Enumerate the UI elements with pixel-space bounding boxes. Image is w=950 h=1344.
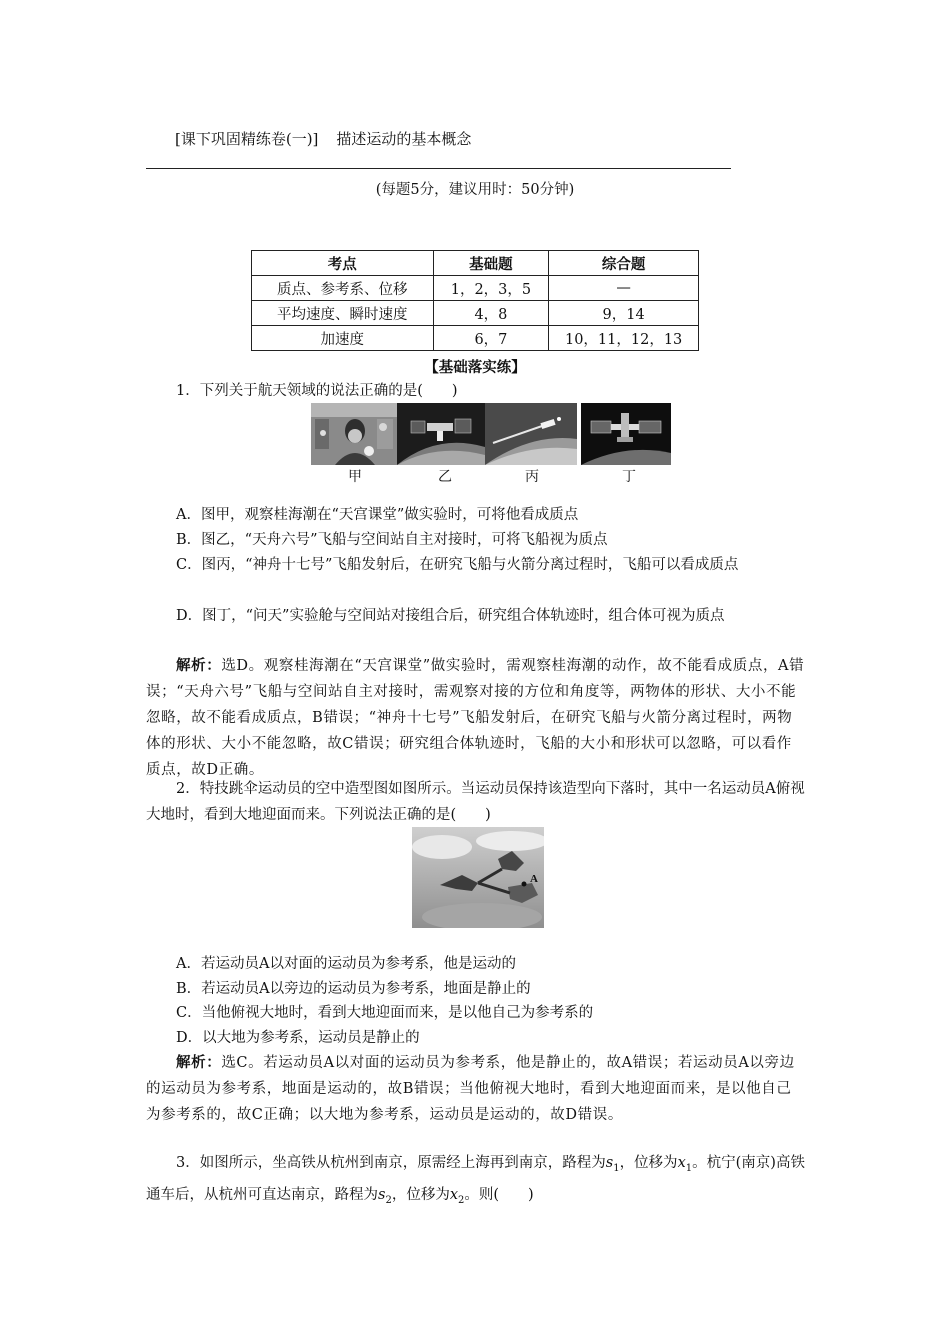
title-series: [课下巩固精练卷(一)] bbox=[175, 130, 319, 148]
question-1-analysis bbox=[146, 653, 806, 783]
table-header-row bbox=[252, 251, 699, 276]
table-header-cell: 基础题 bbox=[433, 251, 549, 276]
table-cell: 1，2，3，5 bbox=[433, 276, 549, 301]
question-2-option-d: D．以大地为参考系，运动员是静止的 bbox=[176, 1030, 420, 1046]
table-cell: 加速度 bbox=[252, 326, 434, 351]
analysis-text: 选D。观察桂海潮在“天宫课堂”做实验时，需观察桂海潮的动作，故不能看成质点，A错误；“天舟六号”飞船与空间站自主对接时，需观察对接的方位和角度等，两物体的形状、大小不能忽略，故不能看成质点，B错误；“神舟十七号”飞船发射后，在研究飞船与火箭分离过程时，两物体的形状、大小不能忽略，故C错误；研究组合体轨迹时，飞船的大小和形状可以忽略，可以看作质点，故D正确。 bbox=[146, 658, 805, 778]
analysis-text: 选C。若运动员A以对面的运动员为参考系，他是静止的，故A错误；若运动员A以旁边的运动员为参考系，地面是运动的，故B错误；当他俯视大地时，看到大地迎面而来，是以他自己为参考系的，故C正确；以大地为参考系，运动员是运动的，故D错误。 bbox=[146, 1055, 795, 1123]
table-cell: 6，7 bbox=[433, 326, 549, 351]
figure-caption-jia: 甲 bbox=[348, 469, 362, 485]
table-cell: — bbox=[549, 276, 699, 301]
question-2-analysis bbox=[146, 1050, 806, 1128]
table-row bbox=[252, 276, 699, 301]
section-title: 【基础落实练】 bbox=[424, 359, 526, 376]
rocket-separation-photo bbox=[485, 403, 577, 465]
question-3-stem: 3．如图所示，坐高铁从杭州到南京，原需经上海再到南京，路程为$s_1$，位移为$x_1$。杭宁(南京)高铁通车后，从杭州可直达南京，路程为$s_2$，位移为$x_2$。则( ) bbox=[146, 1155, 805, 1206]
question-1-option-d: D．图丁，“问天”实验舱与空间站对接组合后，研究组合体轨迹时，组合体可视为质点 bbox=[176, 608, 725, 624]
question-2-stem: 2．特技跳伞运动员的空中造型图如图所示。当运动员保持该造型向下落时，其中一名运动员A俯视大地时，看到大地迎面而来。下列说法正确的是( ) bbox=[146, 781, 805, 823]
table-cell: 10，11，12，13 bbox=[549, 326, 699, 351]
page-title bbox=[175, 128, 471, 149]
figure-caption-ding: 丁 bbox=[622, 469, 636, 485]
question-2-option-c: C．当他俯视大地时，看到大地迎面而来，是以他自己为参考系的 bbox=[176, 1005, 594, 1021]
skydiver-a-label: A bbox=[530, 873, 538, 885]
table-header-cell: 考点 bbox=[252, 251, 434, 276]
question-2-option-b: B．若运动员A以旁边的运动员为参考系，地面是静止的 bbox=[176, 981, 531, 997]
skydivers-photo bbox=[412, 827, 544, 928]
table-cell: 平均速度、瞬时速度 bbox=[252, 301, 434, 326]
table-row bbox=[252, 301, 699, 326]
question-2-option-a: A．若运动员A以对面的运动员为参考系，他是运动的 bbox=[176, 956, 516, 972]
question-1-option-a: A．图甲，观察桂海潮在“天宫课堂”做实验时，可将他看成质点 bbox=[176, 507, 579, 523]
question-1-stem: 1．下列关于航天领域的说法正确的是( ) bbox=[176, 383, 458, 399]
table-row bbox=[252, 326, 699, 351]
analysis-label: 解析： bbox=[176, 1054, 222, 1071]
analysis-label: 解析： bbox=[176, 657, 222, 674]
table-cell: 9，14 bbox=[549, 301, 699, 326]
question-1-option-c: C．图丙，“神舟十七号”飞船发射后，在研究飞船与火箭分离过程时，飞船可以看成质点 bbox=[176, 557, 739, 573]
figure-caption-bing: 丙 bbox=[525, 469, 539, 485]
title-topic: 描述运动的基本概念 bbox=[336, 130, 472, 148]
figure-caption-yi: 乙 bbox=[438, 469, 452, 485]
table-header-cell: 综合题 bbox=[549, 251, 699, 276]
page-subtitle: (每题5分，建议用时：50分钟) bbox=[375, 182, 575, 198]
topic-table bbox=[251, 250, 699, 351]
title-divider bbox=[146, 168, 731, 169]
astronaut-photo bbox=[311, 403, 397, 465]
table-cell: 4，8 bbox=[433, 301, 549, 326]
table-cell: 质点、参考系、位移 bbox=[252, 276, 434, 301]
question-1-figures bbox=[311, 403, 671, 465]
spacecraft-docking-photo bbox=[397, 403, 485, 465]
space-station-photo bbox=[581, 403, 671, 465]
question-1-option-b: B．图乙，“天舟六号”飞船与空间站自主对接时，可将飞船视为质点 bbox=[176, 532, 608, 548]
